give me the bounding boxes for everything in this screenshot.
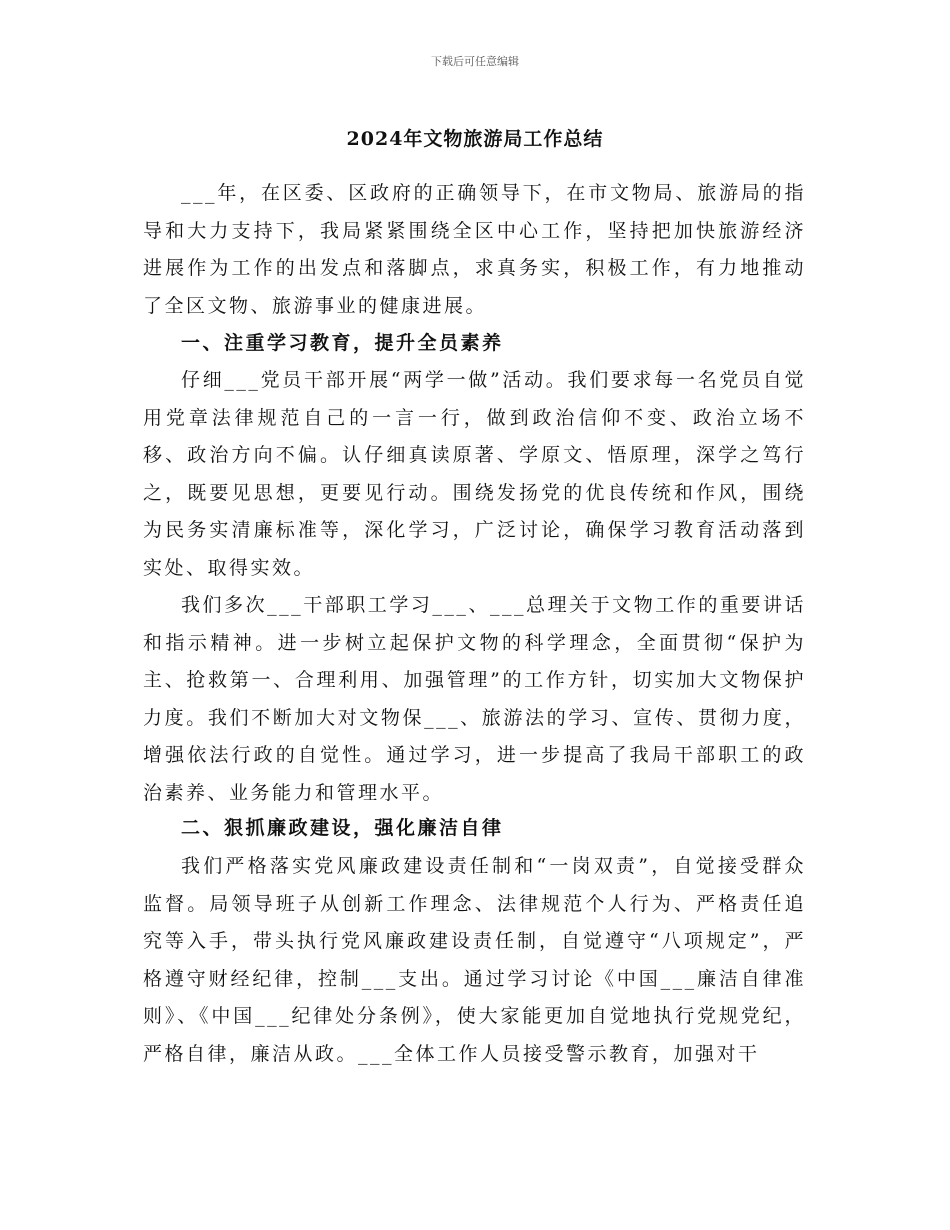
intro-paragraph: ___年，在区委、区政府的正确领导下，在市文物局、旅游局的指导和大力支持下，我局紧紧围绕全区中心工作，坚持把加快旅游经济进展作为工作的出发点和落脚点，求真务实，积极工作，有力地推动了全区文物、旅游事业的健康进展。 xyxy=(143,182,806,317)
document-title: 2024年文物旅游局工作总结 xyxy=(346,128,604,150)
section-1-heading: 一、注重学习教育，提升全员素养 xyxy=(181,332,504,354)
section-1-paragraph-1: 仔细___党员干部开展“两学一做”活动。我们要求每一名党员自觉用党章法律规范自己的一言一行，做到政治信仰不变、政治立场不移、政治方向不偏。认仔细真读原著、学原文、悟原理，深学之笃行之，既要见思想，更要见行动。围绕发扬党的优良传统和作风，围绕为民务实清廉标准等，深化学习，广泛讨论，确保学习教育活动落到实处、取得实效。 xyxy=(143,369,806,579)
section-2-heading: 二、狠抓廉政建设，强化廉洁自律 xyxy=(181,817,504,839)
section-2-paragraph-1: 我们严格落实党风廉政建设责任制和“一岗双责”，自觉接受群众监督。局领导班子从创新工作理念、法律规范个人行为、严格责任追究等入手，带头执行党风廉政建设责任制，自觉遵守“八项规定”，严格遵守财经纪律，控制___支出。通过学习讨论《中国___廉洁自律准则》、《中国___纪律处分条例》，使大家能更加自觉地执行党规党纪，严格自律，廉洁从政。___全体工作人员接受警示教育，加强对干 xyxy=(143,855,806,1065)
header-note: 下载后可任意编辑 xyxy=(431,55,519,68)
section-1-paragraph-2: 我们多次___干部职工学习___、___总理关于文物工作的重要讲话和指示精神。进一步树立起保护文物的科学理念，全面贯彻“保护为主、抢救第一、合理利用、加强管理”的工作方针，切实加大文物保护力度。我们不断加大对文物保___、旅游法的学习、宣传、贯彻力度，增强依法行政的自觉性。通过学习，进一步提高了我局干部职工的政治素养、业务能力和管理水平。 xyxy=(143,594,806,804)
